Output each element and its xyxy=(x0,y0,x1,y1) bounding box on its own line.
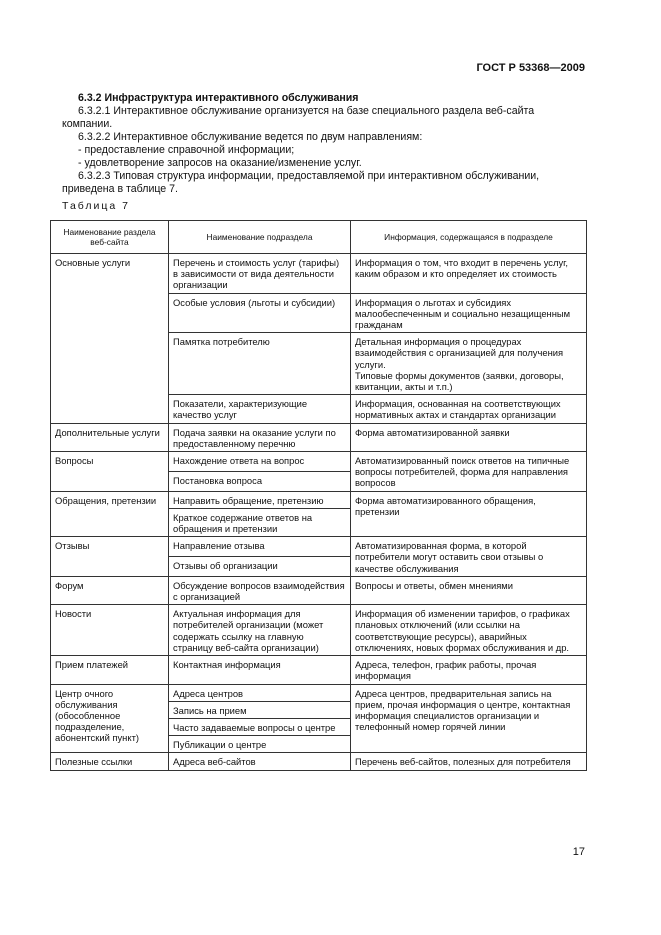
subsection-cell: Адреса центров xyxy=(169,684,351,701)
subsection-cell: Часто задаваемые вопросы о центре xyxy=(169,718,351,735)
header-section-name: Наименование раздела веб-сайта xyxy=(51,221,169,254)
table-caption-word: Таблица xyxy=(62,200,118,212)
table-row xyxy=(51,753,587,770)
section-text xyxy=(62,92,583,196)
subsection-cell: Запись на прием xyxy=(169,701,351,718)
subsection-cell: Публикации о центре xyxy=(169,736,351,753)
subsection-cell: Направление отзыва xyxy=(169,537,351,557)
subsection-cell: Показатели, характеризующие качество услуг xyxy=(169,395,351,423)
info-cell: Адреса, телефон, график работы, прочая информация xyxy=(351,656,587,684)
subsection-cell: Подача заявки на оказание услуги по предоставленному перечню xyxy=(169,423,351,451)
section-heading: 6.3.2 Инфраструктура интерактивного обслуживания xyxy=(78,92,359,104)
table-row xyxy=(51,576,587,604)
section-cell: Прием платежей xyxy=(51,656,169,684)
info-cell: Автоматизированная форма, в которой потребители могут оставить свои отзывы о качестве обслуживания xyxy=(351,537,587,577)
subsection-cell: Направить обращение, претензию xyxy=(169,491,351,508)
subsection-cell: Постановка вопроса xyxy=(169,471,351,491)
bullet-item: - удовлетворение запросов на оказание/изменение услуг. xyxy=(78,157,362,169)
header-subsection-name: Наименование подраздела xyxy=(169,221,351,254)
subsection-cell: Обсуждение вопросов взаимодействия с организацией xyxy=(169,576,351,604)
table-row xyxy=(51,452,587,472)
section-cell: Вопросы xyxy=(51,452,169,492)
info-cell: Информация об изменении тарифов, о графиках плановых отключений (или ссылки на соответствующие ресурсы), аварийных отключениях, новых формах обслуживания и др. xyxy=(351,605,587,656)
subsection-cell: Памятка потребителю xyxy=(169,333,351,395)
table-row xyxy=(51,656,587,684)
subsection-cell: Нахождение ответа на вопрос xyxy=(169,452,351,472)
info-cell: Вопросы и ответы, обмен мнениями xyxy=(351,576,587,604)
table-row xyxy=(51,605,587,656)
bullet-item: - предоставление справочной информации; xyxy=(78,144,295,156)
info-line: Типовые формы документов (заявки, договоры, квитанции, акты и т.п.) xyxy=(355,369,564,393)
section-cell: Отзывы xyxy=(51,537,169,577)
table-row xyxy=(51,423,587,451)
table-row xyxy=(51,491,587,508)
subsection-cell: Актуальная информация для потребителей организации (может содержать ссылку на главную страницу веб-сайта организации) xyxy=(169,605,351,656)
table-header-row xyxy=(51,221,587,254)
header-information: Информация, содержащаяся в подразделе xyxy=(351,221,587,254)
section-cell: Центр очного обслуживания (обособленное подразделение, абонентский пункт) xyxy=(51,684,169,753)
standard-number: ГОСТ Р 53368—2009 xyxy=(476,62,585,74)
section-cell: Дополнительные услуги xyxy=(51,423,169,451)
services-table xyxy=(50,220,587,771)
info-cell: Информация, основанная на соответствующих нормативных актах и стандартах организации xyxy=(351,395,587,423)
paragraph-6-3-2-2: 6.3.2.2 Интерактивное обслуживание ведется по двум направлениям: xyxy=(78,131,423,143)
section-cell: Полезные ссылки xyxy=(51,753,169,770)
info-cell: Форма автоматизированного обращения, претензии xyxy=(351,491,587,537)
table-caption-number: 7 xyxy=(122,200,128,212)
subsection-cell: Особые условия (льготы и субсидии) xyxy=(169,293,351,333)
subsection-cell: Отзывы об организации xyxy=(169,557,351,577)
table-row xyxy=(51,684,587,701)
info-line: Детальная информация о процедурах взаимодействия с организацией для получения услуги. xyxy=(355,336,564,370)
info-cell: Адреса центров, предварительная запись на прием, прочая информация о центре, контактная информация специалистов организации и телефонный номер горячей линии xyxy=(351,684,587,753)
info-cell: Форма автоматизированной заявки xyxy=(351,423,587,451)
info-cell: Информация о льготах и субсидиях малообеспеченным и социально незащищенным гражданам xyxy=(351,293,587,333)
subsection-cell: Краткое содержание ответов на обращения и претензии xyxy=(169,508,351,536)
section-cell: Обращения, претензии xyxy=(51,491,169,537)
table-caption xyxy=(62,200,128,212)
paragraph-6-3-2-1: 6.3.2.1 Интерактивное обслуживание организуется на базе специального раздела веб-сайта компании. xyxy=(62,105,535,130)
info-cell xyxy=(351,333,587,395)
info-cell: Перечень веб-сайтов, полезных для потребителя xyxy=(351,753,587,770)
table-row xyxy=(51,254,587,294)
subsection-cell: Перечень и стоимость услуг (тарифы) в зависимости от вида деятельности организации xyxy=(169,254,351,294)
page-number: 17 xyxy=(572,846,585,858)
section-cell: Основные услуги xyxy=(51,254,169,424)
section-cell: Форум xyxy=(51,576,169,604)
subsection-cell: Контактная информация xyxy=(169,656,351,684)
info-cell: Информация о том, что входит в перечень услуг, каким образом и кто определяет их стоимость xyxy=(351,254,587,294)
info-cell: Автоматизированный поиск ответов на типичные вопросы потребителей, форма для направления вопросов xyxy=(351,452,587,492)
section-cell: Новости xyxy=(51,605,169,656)
subsection-cell: Адреса веб-сайтов xyxy=(169,753,351,770)
table-row xyxy=(51,537,587,557)
paragraph-6-3-2-3: 6.3.2.3 Типовая структура информации, предоставляемой при интерактивном обслуживании, приведена в таблице 7. xyxy=(62,170,540,195)
